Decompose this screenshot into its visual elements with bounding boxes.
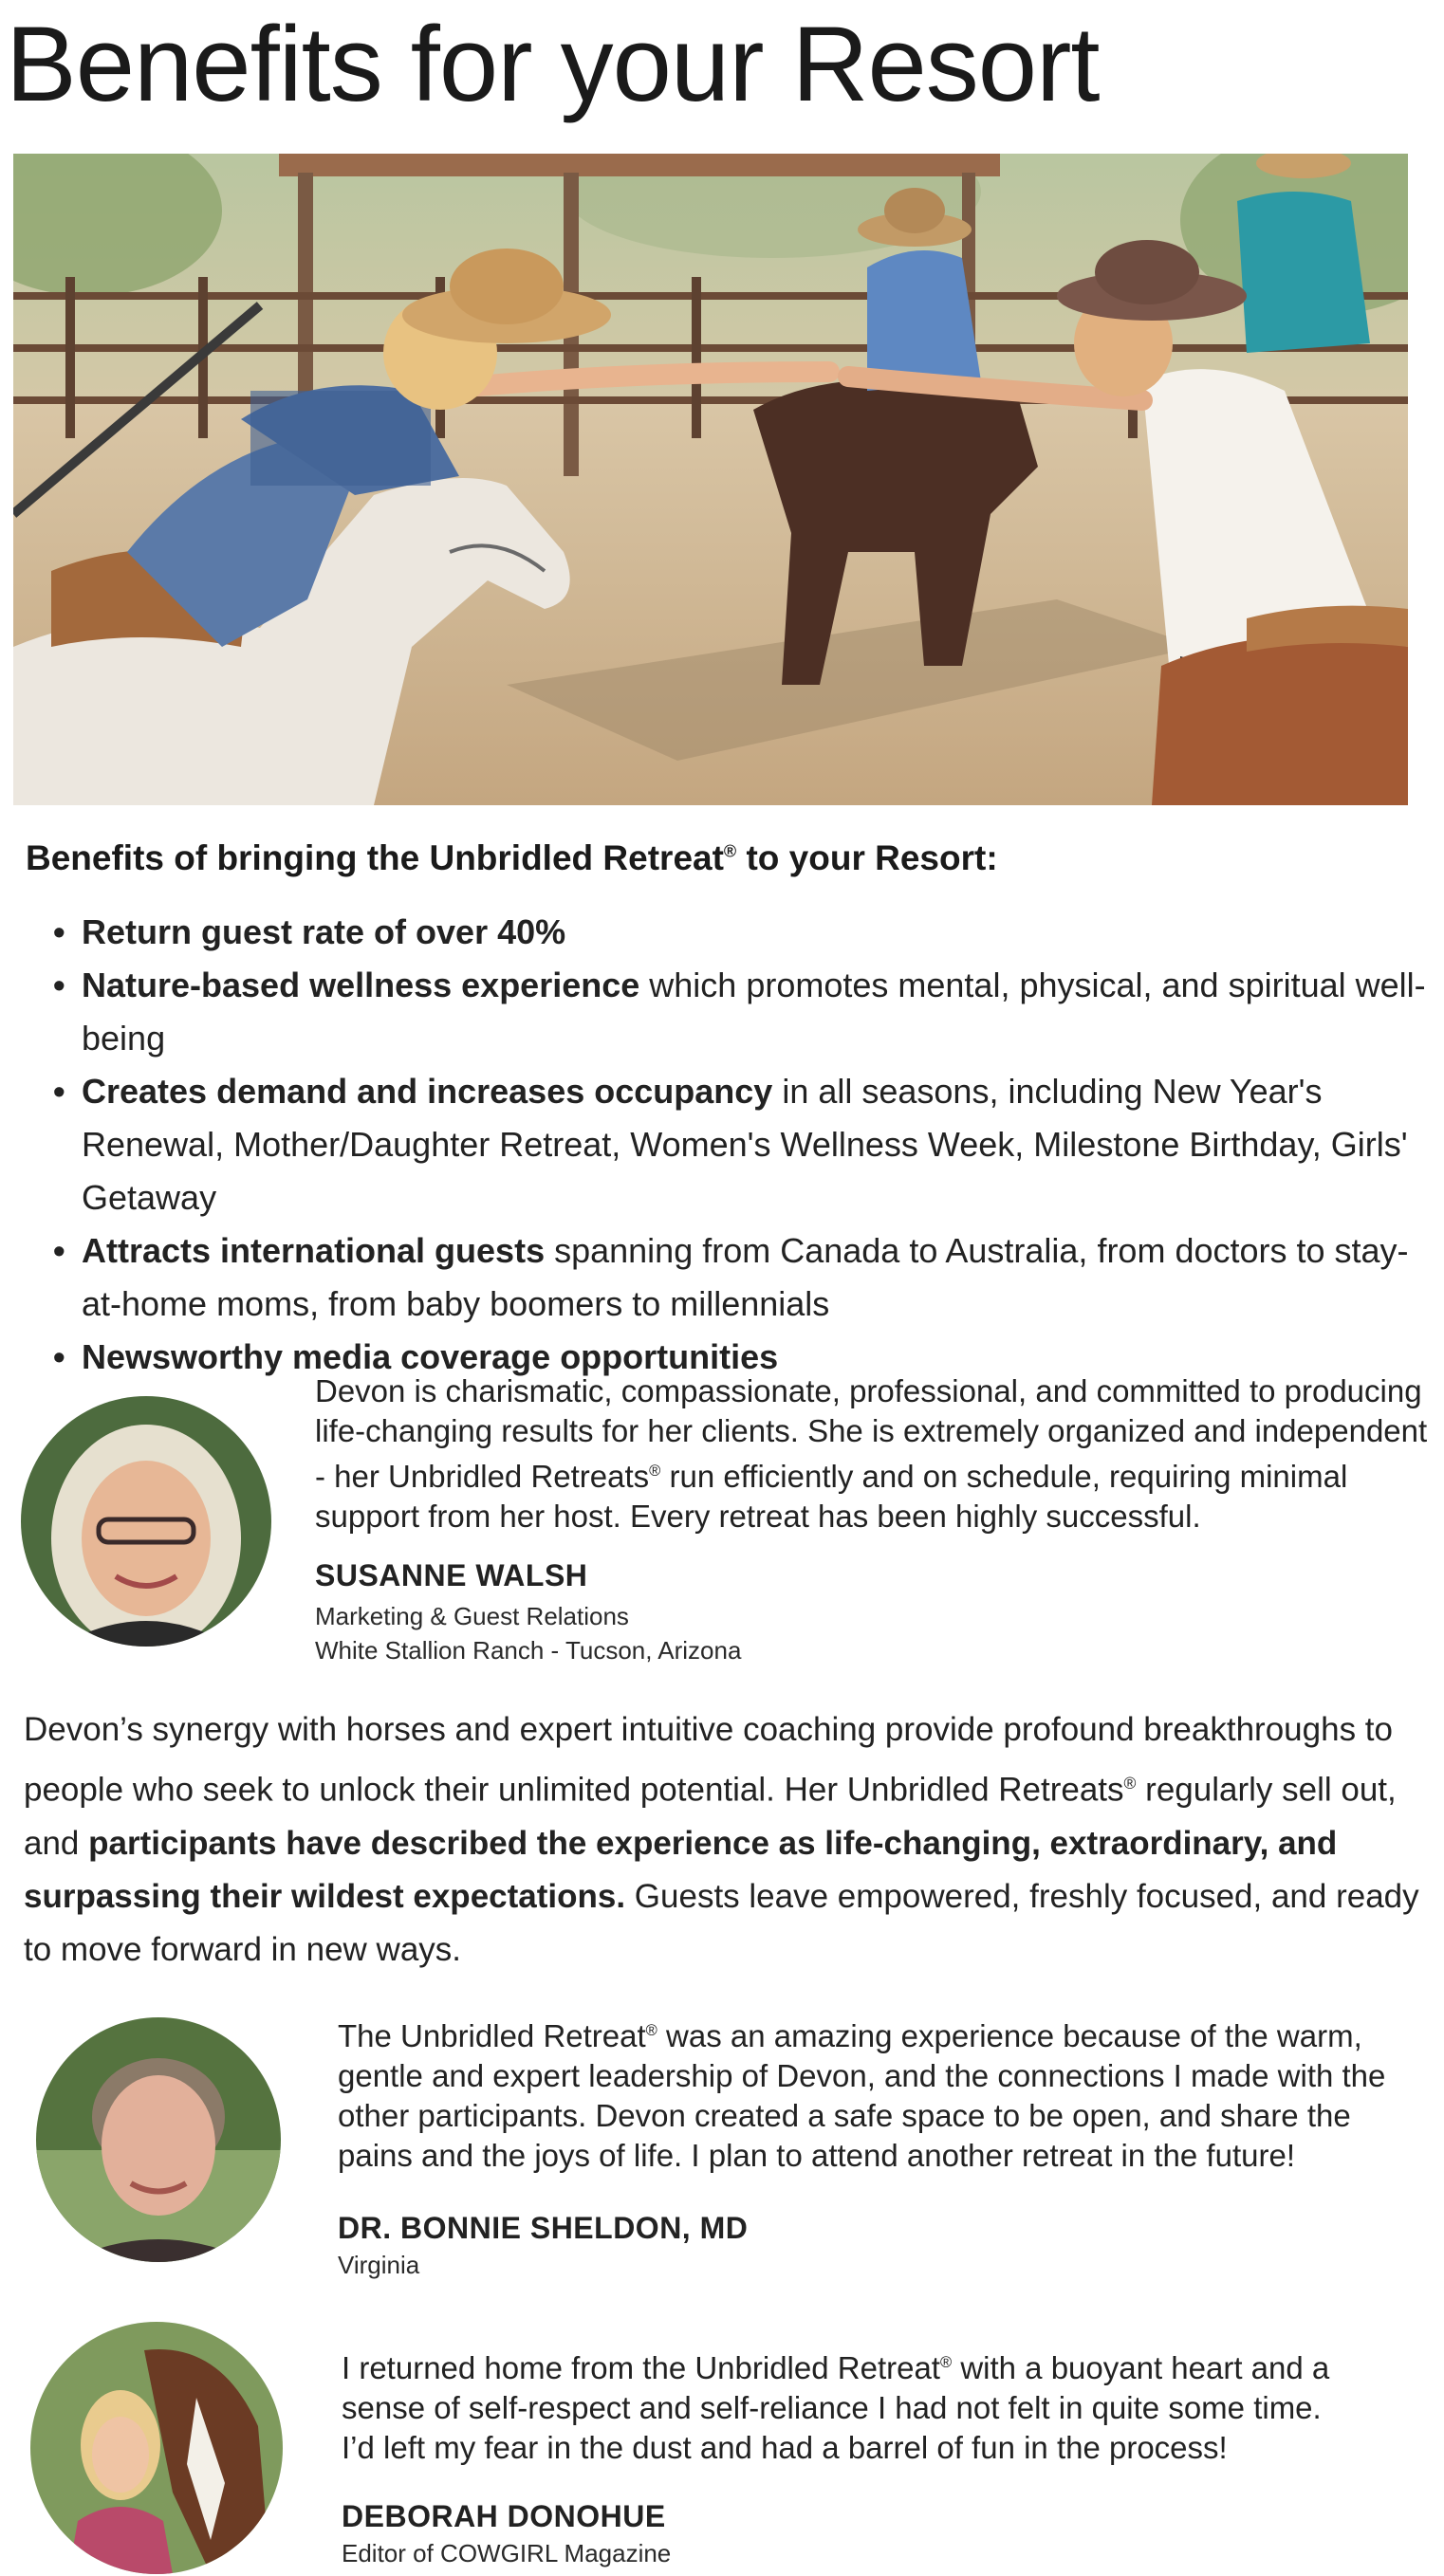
testimonial-quote: Devon is charismatic, compassionate, professional, and committed to producing life-changing results for her clients. She is extremely organized and independent - her Unbridled Retreats® run efficiently and on schedule, requiring minimal support from her host. Every retreat has been highly successful. <box>315 1373 1428 1534</box>
hero-photo-illustration <box>13 154 1408 805</box>
testimonial-author-role: Editor of COWGIRL Magazine <box>342 2539 672 2567</box>
hero-photo <box>13 154 1408 805</box>
page-title: Benefits for your Resort <box>6 5 1100 123</box>
testimonial-bonnie-sheldon <box>338 2011 1429 2282</box>
benefit-item: • Nature-based wellness experience which promotes mental, physical, and spiritual well-being <box>53 959 1429 1065</box>
synergy-paragraph: Devon’s synergy with horses and expert intuitive coaching provide profound breakthroughs to people who seek to unlock their unlimited potential. Her Unbridled Retreats® regularly sell out, and participants have described the experience as life-changing, extraordinary, and surpassing their wildest expectations. Guests leave empowered, freshly focused, and ready to move forward in new ways. <box>24 1711 1419 1968</box>
testimonial-quote: I returned home from the Unbridled Retreat® with a buoyant heart and a sense of self-respect and self-reliance I had not felt in quite some time. I’d left my fear in the dust and had a barrel of fun in the process! <box>342 2350 1330 2465</box>
testimonial-author-role: Marketing & Guest Relations <box>315 1602 629 1630</box>
benefit-item: • Creates demand and increases occupancy in all seasons, including New Year's Renewal, Mother/Daughter Retreat, Women's Wellness Week, Milestone Birthday, Girls' Getaway <box>53 1065 1429 1224</box>
benefit-item: • Return guest rate of over 40% <box>53 906 1429 959</box>
benefit-item: • Attracts international guests spanning from Canada to Australia, from doctors to stay-at-home moms, from baby boomers to millennials <box>53 1224 1429 1331</box>
testimonial-author-name: DEBORAH DONOHUE <box>342 2499 666 2533</box>
testimonial-author-name: DR. BONNIE SHELDON, MD <box>338 2211 749 2245</box>
testimonial-susanne-walsh <box>315 1371 1439 1667</box>
avatar-deborah-donohue <box>30 2322 283 2574</box>
testimonial-author-location: White Stallion Ranch - Tucson, Arizona <box>315 1636 742 1665</box>
benefits-list <box>53 906 1429 1384</box>
testimonial-deborah-donohue <box>342 2343 1338 2570</box>
benefits-heading: Benefits of bringing the Unbridled Retreat® to your Resort: <box>26 838 998 877</box>
testimonial-author-name: SUSANNE WALSH <box>315 1558 588 1592</box>
avatar-susanne-walsh <box>21 1396 271 1647</box>
testimonial-quote: The Unbridled Retreat® was an amazing experience because of the warm, gentle and expert leadership of Devon, and the connections I made with the other participants. Devon created a safe space to be open, and share the pains and the joys of life. I plan to attend another retreat in the future! <box>338 2018 1386 2173</box>
testimonial-author-location: Virginia <box>338 2251 420 2279</box>
benefit-item: • Newsworthy media coverage opportunities <box>53 1331 1429 1384</box>
avatar-bonnie-sheldon <box>36 2017 281 2262</box>
